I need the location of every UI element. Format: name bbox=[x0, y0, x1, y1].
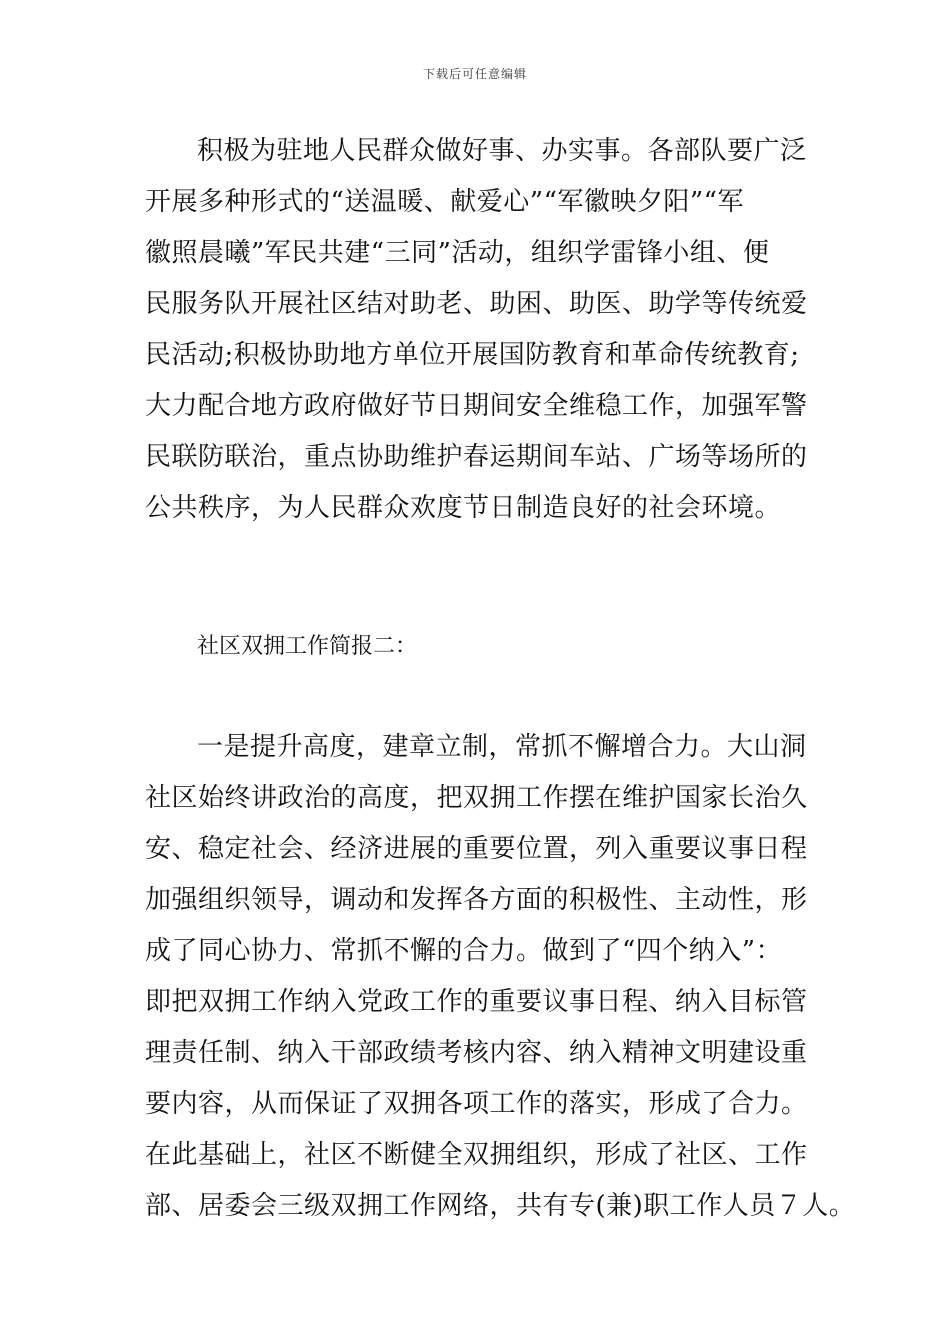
paragraph-line: 安、稳定社会、经济进展的重要位置，列入重要议事日程 bbox=[145, 834, 808, 864]
paragraph-line: 徽照晨曦”军民共建“三同”活动，组织学雷锋小组、便 bbox=[145, 238, 770, 268]
paragraph-line: 在此基础上，社区不断健全双拥组织，形成了社区、工作 bbox=[145, 1140, 808, 1170]
paragraph-line: 开展多种形式的“送温暖、献爱心”“军徽映夕阳”“军 bbox=[145, 187, 744, 217]
paragraph-line: 部、居委会三级双拥工作网络，共有专(兼)职工作人员７人。 bbox=[145, 1191, 856, 1221]
paragraph-2 bbox=[145, 722, 856, 1232]
paragraph-line: 大力配合地方政府做好节日期间安全维稳工作，加强军警 bbox=[145, 391, 808, 421]
paragraph-line: 社区始终讲政治的高度，把双拥工作摆在维护国家长治久 bbox=[145, 783, 808, 813]
section-title: 社区双拥工作简报二： bbox=[197, 634, 418, 659]
paragraph-line: 要内容，从而保证了双拥各项工作的落实，形成了合力。 bbox=[145, 1089, 808, 1119]
paragraph-line: 一是提升高度，建章立制，常抓不懈增合力。大山洞 bbox=[197, 732, 807, 762]
paragraph-line: 公共秩序，为人民群众欢度节日制造良好的社会环境。 bbox=[145, 493, 782, 523]
paragraph-line: 理责任制、纳入干部政绩考核内容、纳入精神文明建设重 bbox=[145, 1038, 808, 1068]
paragraph-line: 民联防联治，重点协助维护春运期间车站、广场等场所的 bbox=[145, 442, 808, 472]
paragraph-line: 民服务队开展社区结对助老、助困、助医、助学等传统爱 bbox=[145, 289, 808, 319]
paragraph-line: 积极为驻地人民群众做好事、办实事。各部队要广泛 bbox=[197, 136, 807, 166]
paragraph-1 bbox=[145, 126, 813, 534]
paragraph-line: 民活动;积极协助地方单位开展国防教育和革命传统教育; bbox=[145, 340, 800, 370]
paragraph-line: 即把双拥工作纳入党政工作的重要议事日程、纳入目标管 bbox=[145, 987, 808, 1017]
page-header: 下载后可任意编辑 bbox=[422, 67, 527, 81]
paragraph-line: 加强组织领导，调动和发挥各方面的积极性、主动性，形 bbox=[145, 885, 808, 915]
paragraph-line: 成了同心协力、常抓不懈的合力。做到了“四个纳入”： bbox=[145, 936, 783, 966]
